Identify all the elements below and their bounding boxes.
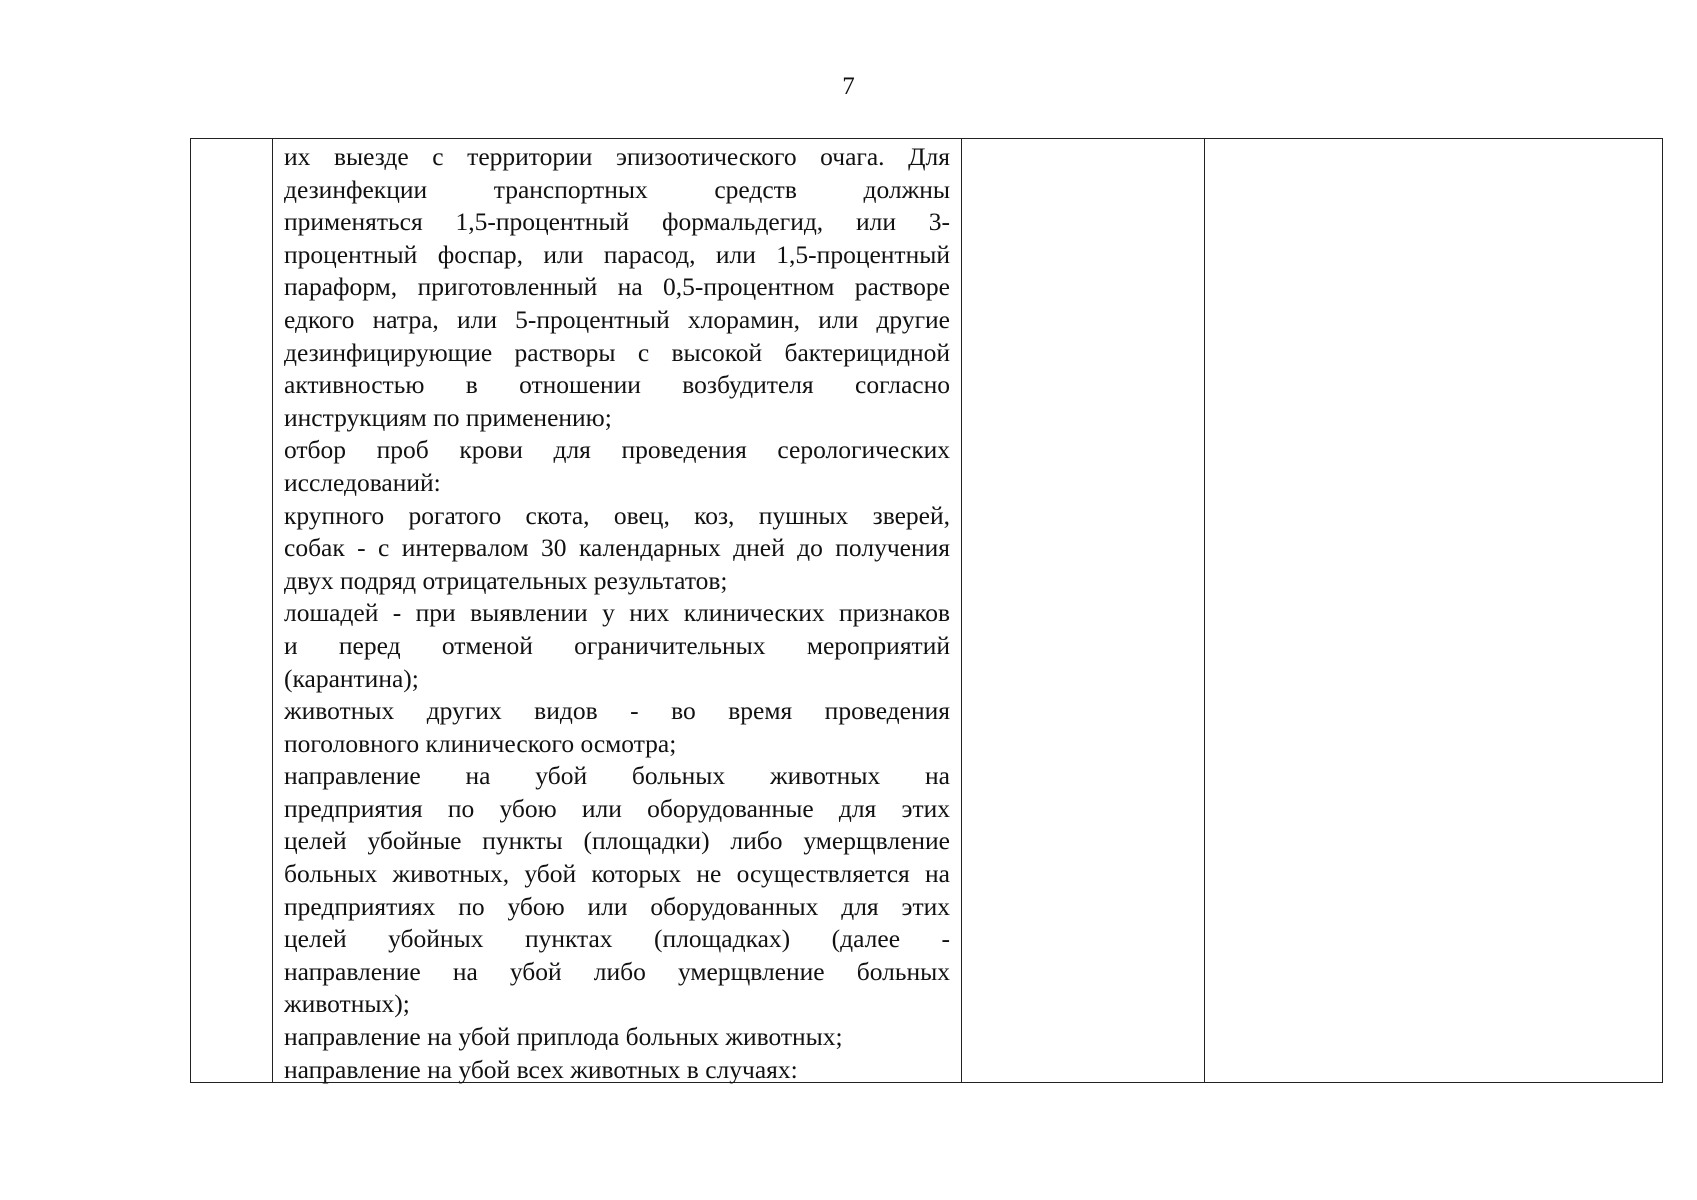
text-line: едкого натра, или 5-процентный хлорамин, или другие <box>284 304 950 334</box>
text-line: применяться 1,5-процентный формальдегид, или 3- <box>284 207 950 237</box>
table-cell-deadline <box>962 139 1205 1082</box>
text-line: лошадей - при выявлении у них клинических признаков <box>284 598 950 628</box>
text-line: направление на убой больных животных на <box>284 761 950 791</box>
text-line: направление на убой всех животных в случаях: <box>284 1054 798 1084</box>
measures-table <box>190 138 1663 1083</box>
text-line: их выезде с территории эпизоотического очага. Для <box>284 142 950 171</box>
text-line: предприятиях по убою или оборудованных для этих <box>284 891 950 921</box>
text-line: исследований: <box>284 467 441 497</box>
text-line: поголовного клинического осмотра; <box>284 728 677 758</box>
text-line: активностью в отношении возбудителя согласно <box>284 370 950 400</box>
text-line: (карантина); <box>284 663 419 693</box>
text-line: больных животных, убой которых не осуществляется на <box>284 859 950 889</box>
text-line: крупного рогатого скота, овец, коз, пушных зверей, <box>284 500 950 530</box>
table-cell-responsible <box>1205 139 1662 1082</box>
text-line: параформ, приготовленный на 0,5-процентном растворе <box>284 272 950 302</box>
text-line: дезинфекции транспортных средств должны <box>284 174 950 204</box>
table-cell-measures <box>273 139 962 1082</box>
text-line: целей убойных пунктах (площадках) (далее - <box>284 924 950 954</box>
text-line: дезинфицирующие растворы с высокой бактерицидной <box>284 337 950 367</box>
text-line: двух подряд отрицательных результатов; <box>284 565 728 595</box>
text-line: животных других видов - во время проведения <box>284 696 950 726</box>
text-line: целей убойные пункты (площадки) либо умерщвление <box>284 826 950 856</box>
text-line: инструкциям по применению; <box>284 402 612 432</box>
text-line: отбор проб крови для проведения серологических <box>284 435 950 465</box>
text-line: направление на убой приплода больных животных; <box>284 1022 843 1052</box>
text-line: животных); <box>284 989 410 1019</box>
text-line: предприятия по убою или оборудованные для этих <box>284 793 950 823</box>
table-cell-number <box>191 139 273 1082</box>
text-line: процентный фоспар, или парасод, или 1,5-процентный <box>284 239 950 269</box>
text-line: собак - с интервалом 30 календарных дней до получения <box>284 533 950 563</box>
text-line: и перед отменой ограничительных мероприятий <box>284 630 950 660</box>
page-number: 7 <box>842 73 855 100</box>
text-line: направление на убой либо умерщвление больных <box>284 956 950 986</box>
